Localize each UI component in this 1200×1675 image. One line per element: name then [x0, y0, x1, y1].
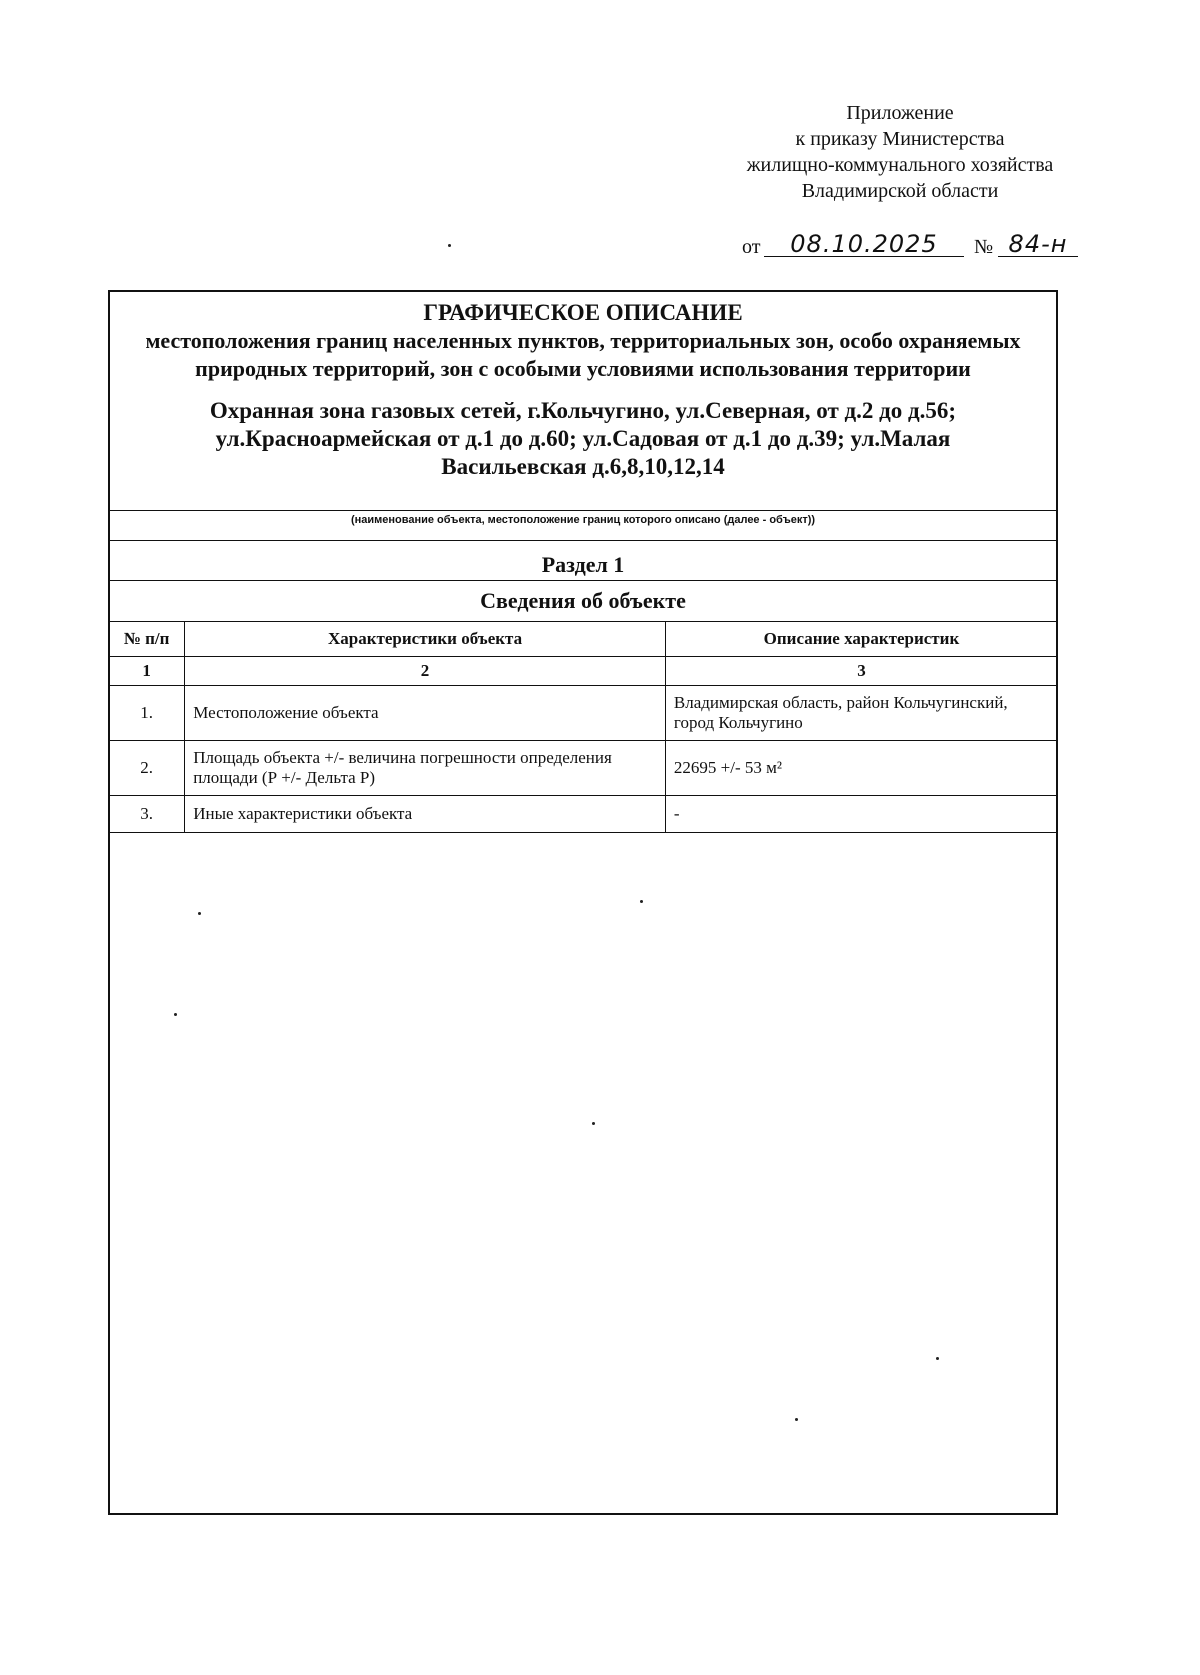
appendix-line: к приказу Министерства: [795, 128, 1005, 150]
scan-speck: [592, 1122, 595, 1125]
column-number: 1: [109, 657, 185, 686]
row-number: 1.: [109, 686, 185, 741]
column-header: Характеристики объекта: [185, 622, 666, 657]
appendix-line: Владимирской области: [801, 180, 999, 202]
date-prefix: от: [742, 236, 761, 258]
scan-speck: [174, 1013, 177, 1016]
appendix-block: [700, 100, 1100, 204]
row-number: 3.: [109, 796, 185, 833]
scan-speck: [795, 1418, 798, 1421]
document-subtitle: местоположения границ населенных пунктов, территориальных зон, особо охраняемых природных территорий, зон с особыми условиями использования территории: [145, 328, 1021, 381]
column-number: 3: [665, 657, 1057, 686]
scan-speck: [936, 1357, 939, 1360]
document-title: ГРАФИЧЕСКОЕ ОПИСАНИЕ: [423, 300, 743, 325]
table-row: [109, 686, 1058, 741]
scan-speck: [640, 900, 643, 903]
scan-speck: [448, 244, 451, 247]
row-value: 22695 +/- 53 м²: [665, 741, 1057, 796]
column-header: № п/п: [109, 622, 185, 657]
row-value: -: [665, 796, 1057, 833]
order-date: 08.10.2025: [764, 230, 964, 257]
order-reference: [742, 232, 1082, 262]
scan-speck: [198, 912, 201, 915]
document-header: [108, 290, 1058, 481]
row-value: Владимирская область, район Кольчугинский, город Кольчугино: [665, 686, 1057, 741]
object-properties-table: [108, 621, 1058, 833]
object-name-caption: (наименование объекта, местоположение границ которого описано (далее - объект)): [350, 514, 816, 526]
table-row: [109, 741, 1058, 796]
divider: [108, 580, 1058, 581]
column-number: 2: [185, 657, 666, 686]
object-name: Охранная зона газовых сетей, г.Кольчугино, ул.Северная, от д.2 до д.56; ул.Красноармейская от д.1 до д.60; ул.Садовая от д.1 до д.39; ул.Малая Васильевская д.6,8,10,12,14: [209, 398, 957, 479]
appendix-line: Приложение: [846, 102, 954, 124]
row-property: Площадь объекта +/- величина погрешности определения площади (Р +/- Дельта Р): [185, 741, 666, 796]
row-property: Местоположение объекта: [185, 686, 666, 741]
divider: [108, 540, 1058, 541]
order-number: 84-н: [998, 230, 1078, 257]
row-number: 2.: [109, 741, 185, 796]
appendix-line: жилищно-коммунального хозяйства: [746, 154, 1054, 176]
column-header: Описание характеристик: [665, 622, 1057, 657]
column-number-row: [109, 657, 1058, 686]
section-subtitle: Сведения об объекте: [480, 588, 686, 613]
divider: [108, 510, 1058, 511]
table-row: [109, 796, 1058, 833]
row-property: Иные характеристики объекта: [185, 796, 666, 833]
section-title: Раздел 1: [541, 552, 625, 577]
number-prefix: №: [974, 236, 994, 258]
table-header-row: [109, 622, 1058, 657]
